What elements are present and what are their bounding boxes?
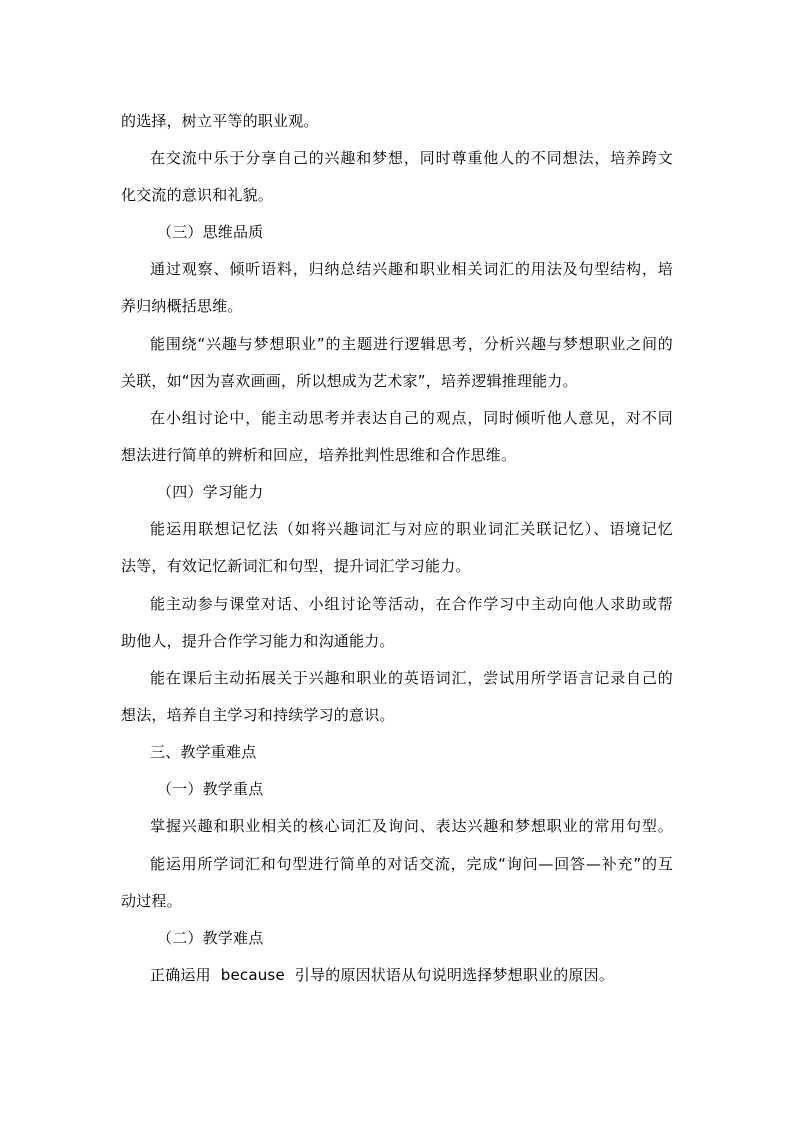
text-line: 化交流的意识和礼貌。 xyxy=(121,186,274,204)
paragraph-line: 能运用联想记忆法（如将兴趣词汇与对应的职业词汇关联记忆）、语境记忆 xyxy=(150,520,673,538)
paragraph-line: 能运用所学词汇和句型进行简单的对话交流，完成“询问—回答—补充”的互 xyxy=(150,855,673,873)
paragraph-line: 通过观察、倾听语料，归纳总结兴趣和职业相关词汇的用法及句型结构，培 xyxy=(150,260,673,278)
text-line: 法等，有效记忆新词汇和句型，提升词汇学习能力。 xyxy=(121,557,471,575)
section-heading: （一）教学重点 xyxy=(157,780,264,798)
text-line: 关联，如“因为喜欢画画，所以想成为艺术家”，培养逻辑推理能力。 xyxy=(121,372,578,390)
text-line: 助他人，提升合作学习能力和沟通能力。 xyxy=(121,632,395,650)
text-line: 动过程。 xyxy=(121,892,182,910)
text-line: 养归纳概括思维。 xyxy=(121,297,243,315)
text-line: 的选择，树立平等的职业观。 xyxy=(121,112,319,130)
section-heading: 三、教学重难点 xyxy=(150,743,257,761)
paragraph-line: 在交流中乐于分享自己的兴趣和梦想，同时尊重他人的不同想法，培养跨文 xyxy=(150,149,673,167)
text-line: 想法，培养自主学习和持续学习的意识。 xyxy=(121,706,395,724)
text-line: 想法进行简单的辨析和回应，培养批判性思维和合作思维。 xyxy=(121,446,517,464)
section-heading: （三）思维品质 xyxy=(157,223,264,241)
paragraph-line: 能主动参与课堂对话、小组讨论等活动，在合作学习中主动向他人求助或帮 xyxy=(150,595,673,613)
section-heading: （二）教学难点 xyxy=(157,929,264,947)
paragraph-line: 能在课后主动拓展关于兴趣和职业的英语词汇，尝试用所学语言记录自己的 xyxy=(150,669,673,687)
paragraph-line: 掌握兴趣和职业相关的核心词汇及询问、表达兴趣和梦想职业的常用句型。 xyxy=(150,817,673,835)
section-heading: （四）学习能力 xyxy=(157,483,264,501)
paragraph-line: 在小组讨论中，能主动思考并表达自己的观点，同时倾听他人意见，对不同 xyxy=(150,409,673,427)
paragraph-line: 正确运用 because 引导的原因状语从句说明选择梦想职业的原因。 xyxy=(150,966,615,984)
paragraph-line: 能围绕“兴趣与梦想职业”的主题进行逻辑思考，分析兴趣与梦想职业之间的 xyxy=(150,335,673,353)
